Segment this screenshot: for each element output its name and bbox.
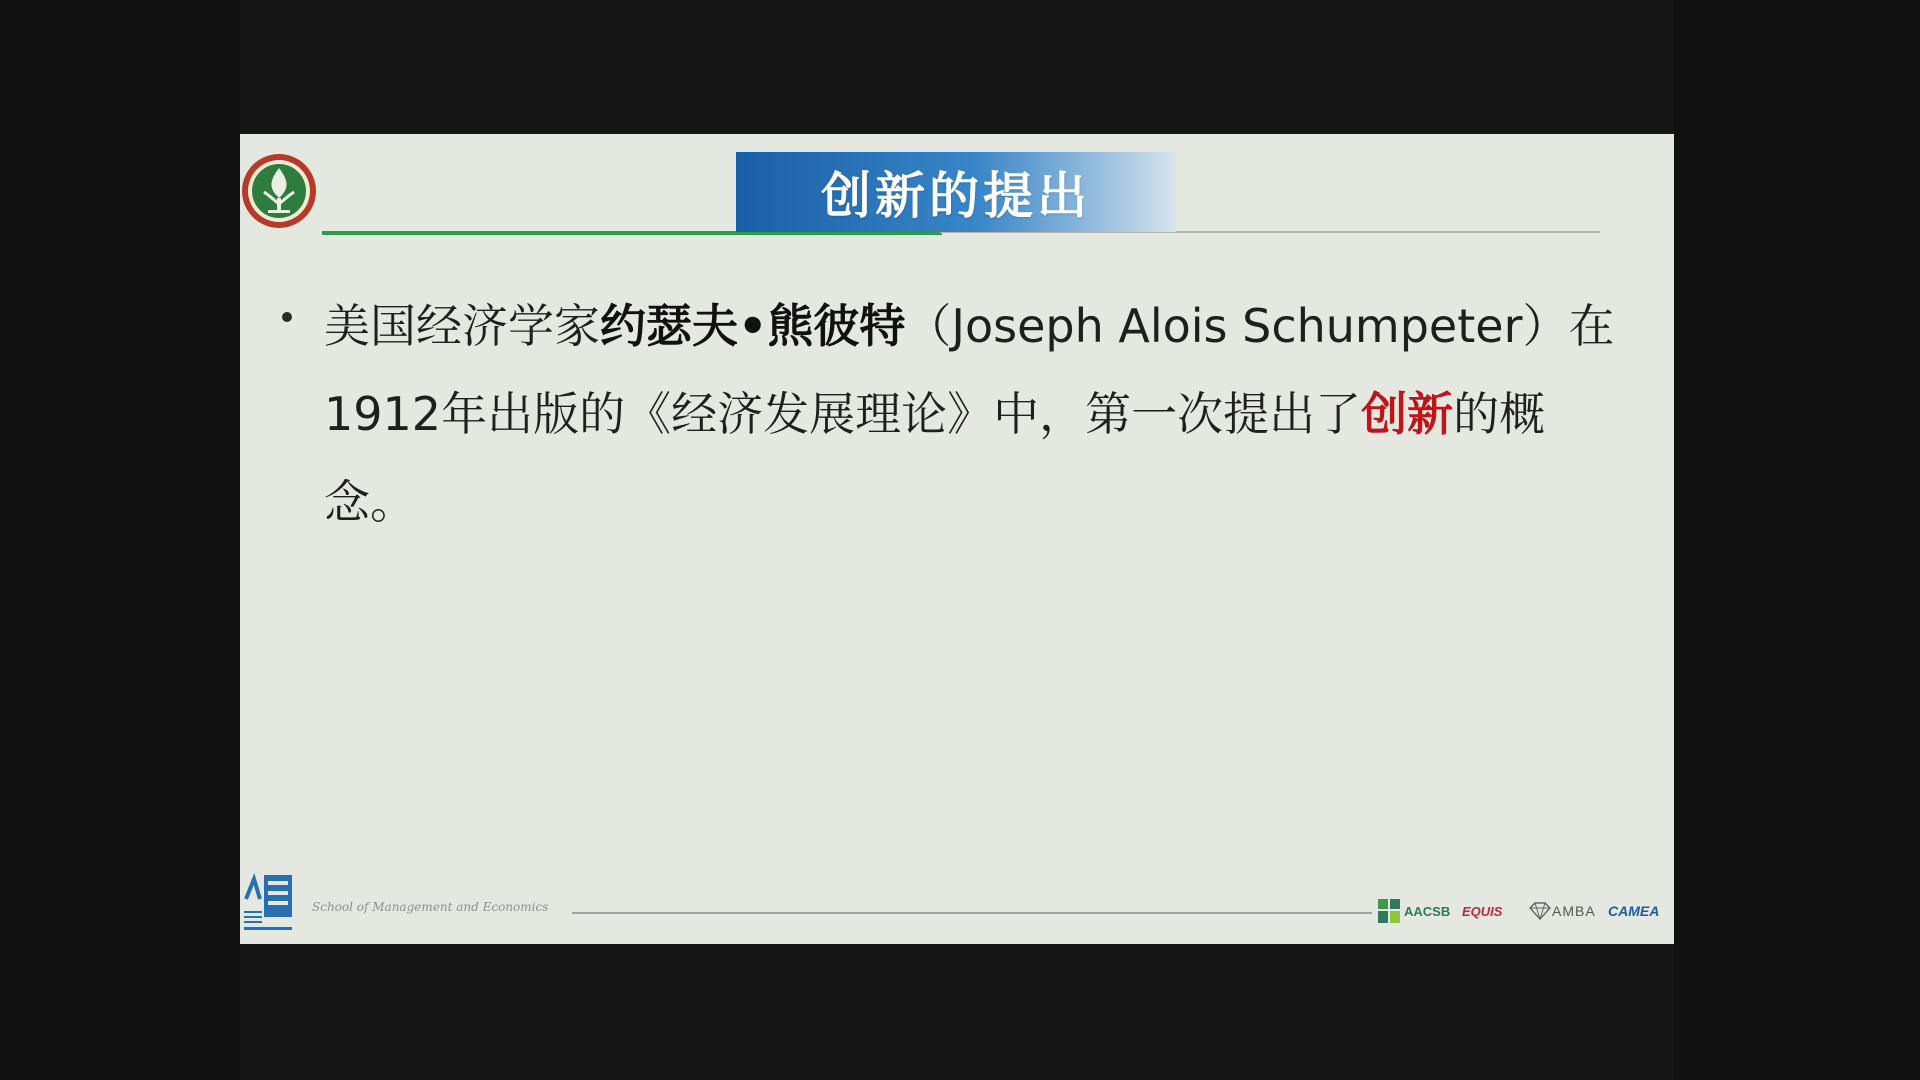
slide-title: 创新的提出 <box>821 167 1091 225</box>
footer-divider <box>572 912 1372 914</box>
equis-badge <box>1462 896 1502 926</box>
camea-label: CAMEA <box>1608 903 1660 919</box>
innovation-keyword: 创新 <box>1361 387 1454 441</box>
video-frame-top <box>240 0 1674 134</box>
camea-badge <box>1608 896 1659 926</box>
aacsb-label: AACSB <box>1404 903 1451 919</box>
video-frame-right <box>1674 0 1920 1080</box>
body-text-end: 的概念。 <box>324 387 1546 529</box>
video-frame-bottom <box>240 944 1674 1080</box>
aacsb-badge <box>1378 896 1450 926</box>
amba-label: AMBA <box>1552 903 1596 919</box>
body-text-middle: （Joseph Alois Schumpeter）在1912年出版的《经济发展理论》中，第一次提出了 <box>324 299 1615 441</box>
video-frame-left <box>0 0 240 1080</box>
bullet-marker <box>282 312 292 322</box>
presentation-slide <box>240 134 1674 944</box>
aacsb-logo-icon <box>1378 899 1400 923</box>
body-text-intro: 美国经济学家 <box>324 299 600 353</box>
university-seal-icon <box>240 152 318 230</box>
school-name: School of Management and Economics <box>312 900 549 914</box>
amba-badge <box>1528 896 1596 926</box>
bullet-item <box>324 282 1624 546</box>
title-banner <box>736 152 1176 232</box>
amba-diamond-icon <box>1528 902 1552 920</box>
equis-label: EQUIS <box>1462 903 1503 919</box>
schumpeter-name: 约瑟夫•熊彼特 <box>600 299 906 353</box>
sme-school-logo-icon <box>242 869 296 933</box>
